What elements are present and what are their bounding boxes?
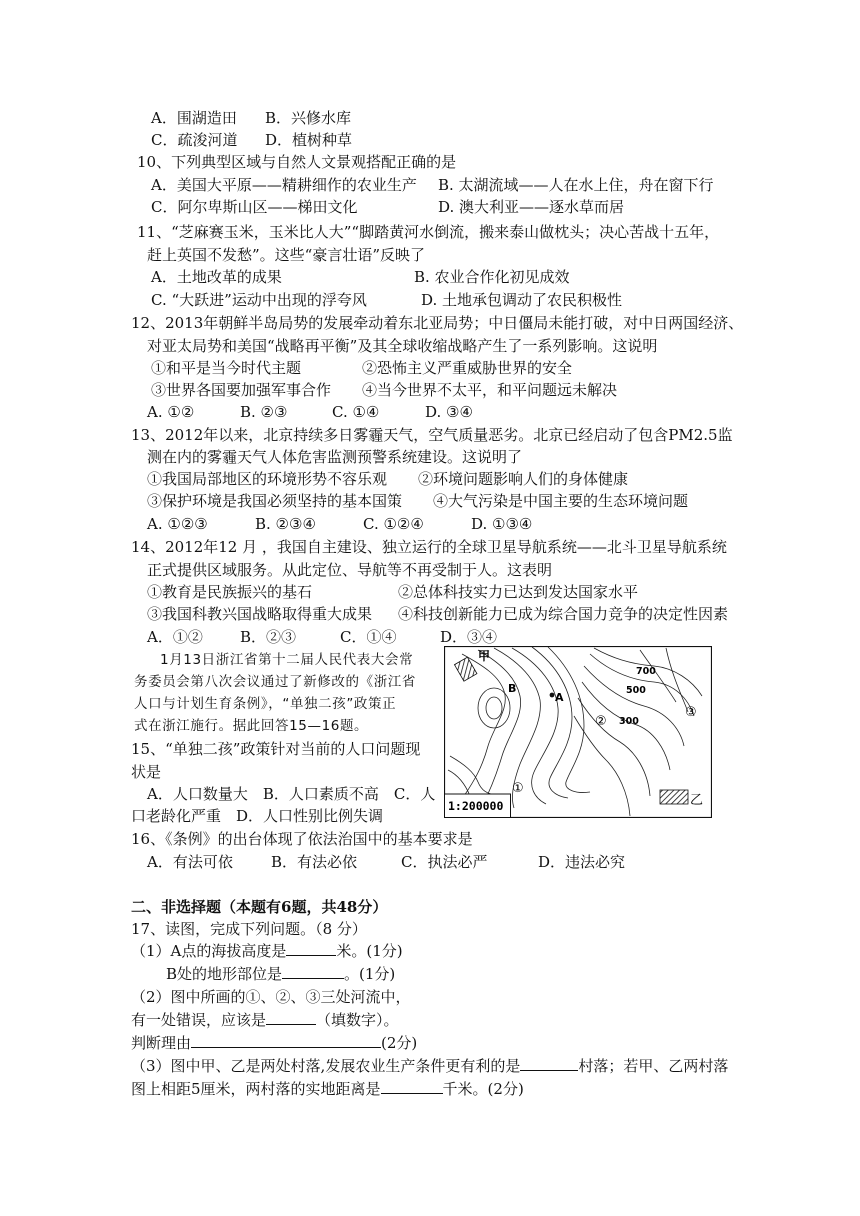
q11-option-a: A．土地改革的成果: [151, 268, 282, 286]
q13-statement-4: ④大气污染是中国主要的生态环境问题: [433, 492, 689, 510]
q10-stem: 10、下列典型区域与自然人文景观搭配正确的是: [137, 153, 457, 171]
q14-stem-line2: 正式提供区域服务。从此定位、导航等不再受制于人。这表明: [147, 561, 553, 579]
q15-stem-line1: 15、“单独二孩”政策针对当前的人口问题现: [131, 740, 421, 758]
q13-statement-1: ①我国局部地区的环境形势不容乐观: [147, 470, 388, 488]
q17-part1a-end: 米。(1分): [336, 942, 403, 960]
q14-statement-3: ③我国科教兴国战略取得重大成果: [147, 605, 373, 623]
q17-part2b-end: （填数字）。: [316, 1011, 399, 1029]
q11-stem-line2: 赶上英国不发愁”。这些“豪言壮语”反映了: [147, 246, 426, 264]
q17-stem: 17、读图，完成下列问题。（8 分）: [131, 920, 367, 938]
point-a-label: A: [555, 691, 564, 704]
q17-part3b-text: 图上相距5厘米，两村落的实地距离是: [131, 1080, 381, 1098]
q14-statement-2: ②总体科技实力已达到发达国家水平: [398, 583, 639, 601]
q13-option-d: D. ①③④: [471, 515, 533, 533]
river-marker-1: ①: [512, 781, 524, 796]
q11-option-c: C. “大跃进”运动中出现的浮夸风: [151, 291, 367, 309]
q12-statement-1: ①和平是当今时代主题: [151, 359, 302, 377]
village-yi-symbol: [660, 790, 688, 804]
river-marker-2: ②: [595, 714, 607, 729]
q16-stem: 16、《条例》的出台体现了依法治国中的基本要求是: [131, 830, 473, 848]
q12-option-c: C. ①④: [332, 403, 380, 421]
q14-statement-1: ①教育是民族振兴的基石: [147, 583, 313, 601]
q12-stem-line2: 对亚太局势和美国“战略再平衡”及其全球收缩战略产生了一系列影响。这说明: [147, 337, 658, 355]
q17-part3a: [131, 1056, 728, 1076]
q13-option-c: C. ①②④: [363, 515, 424, 533]
q9-option-b: B．兴修水库: [265, 109, 352, 127]
q10-option-a: A．美国大平原——精耕细作的农业生产: [151, 176, 417, 194]
section-2-heading: 二、非选择题（本题有6题，共48分）: [131, 898, 388, 916]
passage-line4: 式在浙江施行。据此回答15—16题。: [134, 718, 369, 734]
q13-option-a: A. ①②③: [147, 515, 208, 533]
q9-option-c: C．疏浚河道: [151, 131, 238, 149]
contour-value-500: 500: [626, 685, 646, 696]
contour-map: [444, 646, 712, 818]
q15-options-line2: 口老龄化严重 D．人口性别比例失调: [131, 807, 384, 825]
q15-stem-line2: 状是: [131, 763, 162, 781]
q12-stem-line1: 12、2013年朝鲜半岛局势的发展牵动着东北亚局势；中日僵局未能打破，对中日两国经济、: [131, 314, 744, 332]
q17-part2b: [131, 1010, 399, 1030]
q17-part1b: [166, 964, 395, 984]
q17-part3b-end: 千米。(2分): [442, 1080, 524, 1098]
q10-option-d: D. 澳大利亚——逐水草而居: [438, 198, 625, 216]
q17-part1a: [131, 941, 403, 961]
q17-part3b: [131, 1079, 524, 1099]
village-jia-label: 甲: [478, 649, 491, 663]
point-b-label: B: [508, 682, 517, 695]
contour-value-300: 300: [619, 716, 639, 727]
q17-part3a-text: （3）图中甲、乙是两处村落,发展农业生产条件更有利的是: [131, 1057, 521, 1075]
river-marker-3: ③: [685, 705, 697, 720]
q10-option-c: C．阿尔卑斯山区——梯田文化: [151, 198, 358, 216]
contour-value-700: 700: [636, 666, 656, 677]
q17-part1b-text: B处的地形部位是: [166, 965, 283, 983]
q10-option-b: B. 太湖流域——人在水上住，舟在窗下行: [438, 176, 714, 194]
q17-part1b-end: 。(1分): [344, 965, 396, 983]
q12-statement-4: ④当今世界不太平，和平问题远未解决: [362, 381, 618, 399]
q14-stem-line1: 14、2012年12 月 ，我国自主建设、独立运行的全球卫星导航系统——北斗卫星导航系统: [131, 538, 727, 556]
q9-option-d: D．植树种草: [265, 131, 353, 149]
q12-option-d: D. ③④: [425, 403, 473, 421]
q15-options-line1: A．人口数量大 B．人口素质不高 C．人: [147, 785, 436, 803]
q16-option-d: D．违法必究: [538, 853, 626, 871]
q12-statement-2: ②恐怖主义严重威胁世界的安全: [362, 359, 573, 377]
q17-part1a-text: （1）A点的海拔高度是: [131, 942, 287, 960]
answer-blank-a-altitude[interactable]: [286, 941, 336, 956]
q14-statement-4: ④科技创新能力已成为综合国力竞争的决定性因素: [398, 605, 729, 623]
q9-option-a: A．围湖造田: [151, 109, 237, 127]
q17-part2b-text: 有一处错误，应该是: [131, 1011, 267, 1029]
q16-option-a: A．有法可依: [147, 853, 233, 871]
q13-statement-3: ③保护环境是我国必须坚持的基本国策: [147, 492, 403, 510]
q17-part2c-end: (2分): [381, 1034, 418, 1052]
q12-statement-3: ③世界各国要加强军事合作: [151, 381, 332, 399]
q16-option-b: B．有法必依: [271, 853, 358, 871]
q11-stem-line1: 11、“芝麻赛玉米，玉米比人大”“脚踏黄河水倒流，搬来泰山做枕头；决心苦战十五年，: [137, 223, 720, 241]
answer-blank-wrong-river[interactable]: [266, 1010, 316, 1025]
q12-option-a: A. ①②: [147, 403, 195, 421]
q13-stem-line1: 13、2012年以来，北京持续多日雾霾天气，空气质量恶劣。北京已经启动了包含PM2.5监: [131, 426, 733, 444]
q14-option-d: D．③④: [440, 628, 498, 646]
passage-line3: 人口与计划生育条例》，“单独二孩”政策正: [134, 696, 397, 712]
q12-option-b: B. ②③: [240, 403, 288, 421]
point-a-marker: [550, 693, 555, 698]
q17-part2c: [131, 1033, 417, 1053]
q13-statement-2: ②环境问题影响人们的身体健康: [418, 470, 629, 488]
answer-blank-village[interactable]: [520, 1056, 578, 1071]
q14-option-c: C．①④: [340, 628, 397, 646]
answer-blank-reason[interactable]: [191, 1033, 381, 1048]
q14-option-b: B．②③: [240, 628, 297, 646]
village-yi-label: 乙: [690, 793, 704, 808]
q11-option-d: D. 土地承包调动了农民积极性: [421, 291, 623, 309]
passage-line1: 1月13日浙江省第十二届人民代表大会常: [160, 652, 414, 668]
answer-blank-distance[interactable]: [381, 1079, 443, 1094]
q17-part2a: （2）图中所画的①、②、③三处河流中，: [131, 988, 411, 1006]
q16-option-c: C．执法必严: [401, 853, 488, 871]
q17-part3a-end: 村落；若甲、乙两村落: [578, 1057, 729, 1075]
answer-blank-b-landform[interactable]: [282, 964, 344, 979]
q17-part2c-text: 判断理由: [131, 1034, 192, 1052]
passage-line2: 务委员会第八次会议通过了新修改的《浙江省: [134, 674, 416, 690]
q13-option-b: B. ②③④: [255, 515, 316, 533]
q13-stem-line2: 测在内的雾霾天气人体危害监测预警系统建设。这说明了: [147, 448, 523, 466]
q14-option-a: A．①②: [147, 628, 203, 646]
q11-option-b: B. 农业合作化初见成效: [414, 268, 570, 286]
map-scale: 1:200000: [448, 799, 504, 813]
